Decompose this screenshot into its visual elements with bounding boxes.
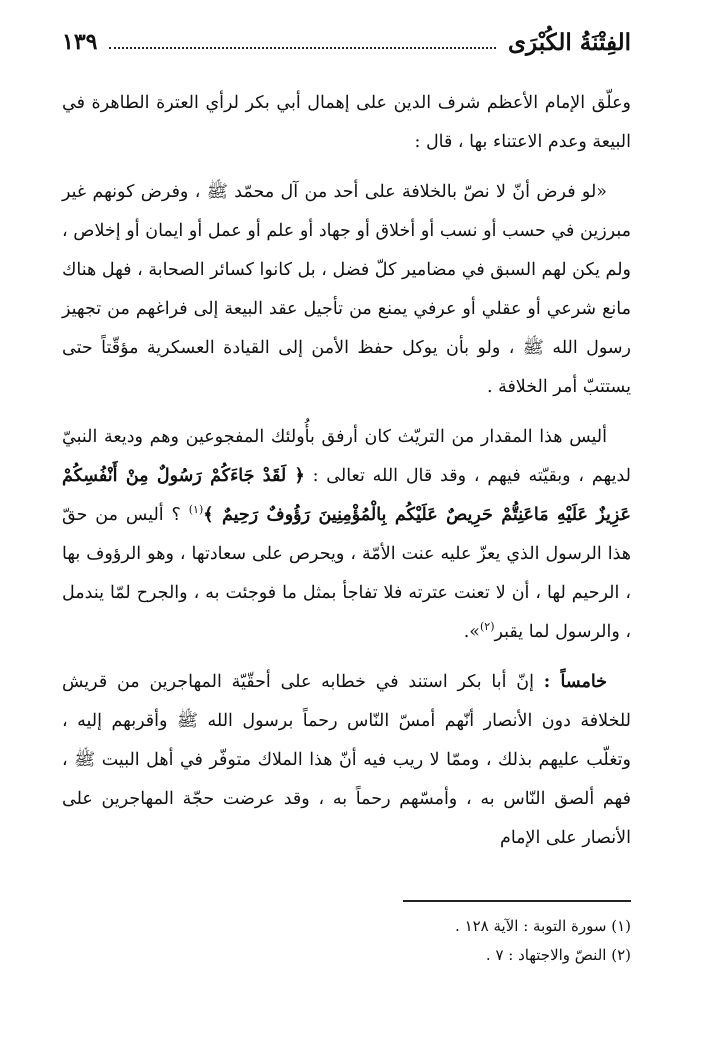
footnote-2: (٢) النصّ والاجتهاد : ٧ . — [485, 946, 631, 964]
paragraph-text: إنّ أبا بكر استند في خطابه على أحقّيّة المهاجرين من قريش للخلافة دون الأنصار أنّهم أمسّ النّاس رحماً برسول الله ﷺ وأقربهم إليه ، وتغلّب عليهم بذلك ، وممّا لا ريب فيه أنّ هذا الملاك متوفّر في أهل البيت ﷺ ، فهم ألصق النّاس به ، وأمسّهم رحماً به ، وقد عرضت حجّة المهاجرين على الأنصار على الإمام — [62, 672, 631, 848]
body-text — [62, 84, 631, 858]
footnotes — [62, 912, 631, 970]
paragraph-end: ». — [463, 622, 480, 642]
footnote-1: (١) سورة التوبة : الآية ١٢٨ . — [455, 917, 631, 935]
paragraph-4 — [62, 663, 631, 858]
paragraph-2-quote — [62, 173, 631, 407]
paragraph-text: ؟ أليس من حقّ هذا الرسول الذي يعزّ عليه عنت الأمّة ، ويحرص على سعادتها ، وهو الرؤوف بها ، الرحيم لها ، أن لا تعنت عترته فلا تفاجأ بمثل ما فوجئت به ، والجرح لمّا يندمل ، والرسول لما يقبر — [62, 505, 631, 642]
paragraph-text: «لو فرض أنّ لا نصّ بالخلافة على أحد من آل محمّد ﷺ ، وفرض كونهم غير مبرزين في حسب أو نسب أو أخلاق أو جهاد أو علم أو عمل أو ايمان أو إخلاص ، ولم يكن لهم السبق في مضامير كلّ فضل ، بل كانوا كسائر الصحابة ، فهل هناك مانع شرعي أو عقلي أو عرفي يمنع من تأجيل عقد البيعة إلى فراغهم من تجهيز رسول الله ﷺ ، ولو بأن يوكل حفظ الأمن إلى القيادة العسكرية مؤقّتاً حتى يستتبّ أمر الخلافة . — [62, 182, 631, 397]
page-header — [62, 22, 631, 62]
paragraph-text: وعلّق الإمام الأعظم شرف الدين على إهمال أبي بكر لرأي العترة الطاهرة في البيعة وعدم الاعتناء بها ، قال : — [62, 93, 631, 152]
paragraph-3 — [62, 418, 631, 652]
paragraph-text: أليس هذا المقدار من التريّث كان أرفق بأُولئك المفجوعين وهم وديعة النبيّ لديهم ، وبقيّته فيهم ، وقد قال الله تعالى : — [62, 427, 631, 486]
quran-verse: ﴿ لَقَدْ جَاءَكُمْ رَسُولٌ مِنْ أَنْفُسِكُمْ عَزِيزٌ عَلَيْهِ مَاعَنِتُّمْ حَرِيصٌ عَلَيْكُم بِالْمُؤْمِنِينَ رَؤُوفٌ رَحِيمٌ ﴾ — [62, 466, 632, 525]
footnote-separator — [403, 900, 631, 902]
paragraph-1 — [62, 84, 631, 162]
footnote-ref-1: (١) — [188, 503, 204, 517]
section-lead: خامساً : — [543, 672, 607, 692]
page-number: ١٣٩ — [62, 29, 98, 55]
running-title: الفِتْنَةُ الكُبْرَى — [508, 28, 631, 56]
footnote-ref-2: (٢) — [479, 620, 495, 634]
dotted-leader — [109, 47, 496, 49]
